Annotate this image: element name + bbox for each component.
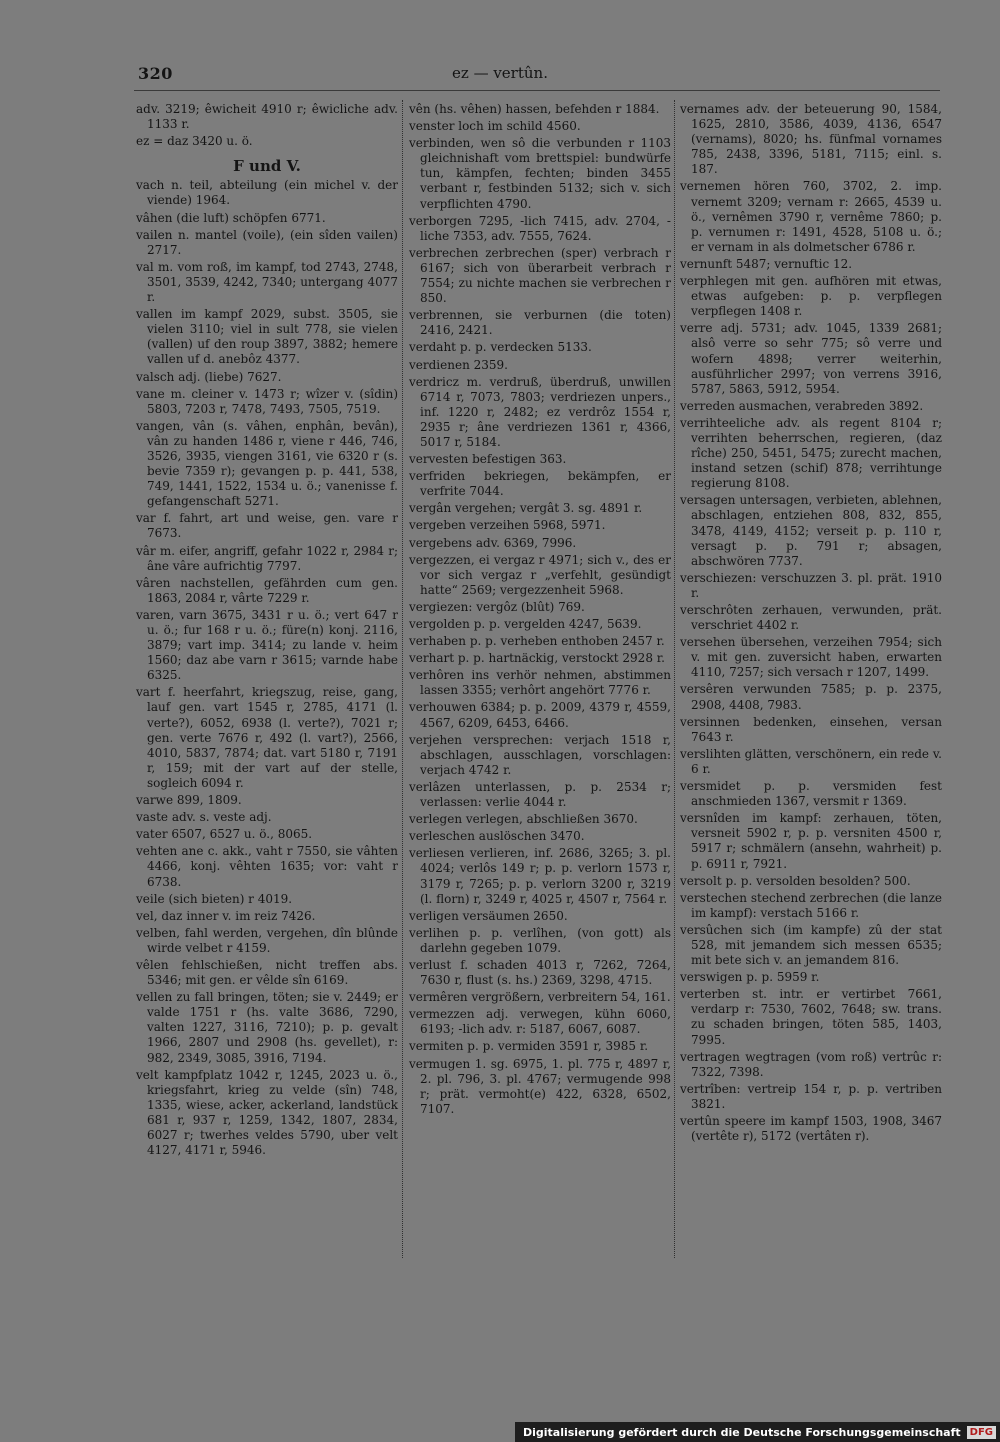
dictionary-entry: verleschen auslöschen 3470. [409,829,585,844]
dictionary-entry: vervesten befestigen 363. [409,452,567,467]
dictionary-entry: vâhen (die luft) schöpfen 6771. [136,210,326,225]
running-head: ez — vertûn. [452,64,548,82]
dictionary-entry: vaste adv. s. veste adj. [136,810,272,825]
section-heading: F und V. [233,157,301,176]
dictionary-entry: veile (sich bieten) r 4019. [136,891,293,906]
dictionary-entry: verbrennen, sie verburnen (die toten) 2416, 2421. [409,308,671,338]
dictionary-entry: varwe 899, 1809. [136,793,242,808]
dictionary-entry: vach n. teil, abteilung (ein michel v. der viende) 1964. [136,178,398,208]
dictionary-entry: vertragen wegtragen (vom roß) vertrûc r: 7322, 7398. [680,1049,942,1079]
dfg-logo: DFG [967,1426,996,1439]
dictionary-entry: verbinden, wen sô die verbunden r 1103 gleichnishaft vom brettspiel: bundwürfe tun, kämpfen, fechten; binden 3455 verbant r, festbinden 5132; sich v. sich verpflichten 4790. [409,136,671,211]
dictionary-entry: vater 6507, 6527 u. ö., 8065. [136,827,313,842]
page-number: 320 [138,64,173,83]
dictionary-entry: vâr m. eifer, angriff, gefahr 1022 r, 2984 r; âne vâre aufrichtig 7797. [136,543,398,573]
dictionary-entry: velt kampfplatz 1042 r, 1245, 2023 u. ö., kriegsfahrt, krieg zu velde (sîn) 748, 1335, wiese, acker, ackerland, landstück 681 r, 937 r, 1259, 1342, 1807, 2834, 6027 r; twerhes veldes 5790, uber velt 4127, 4171 r, 5946. [136,1067,398,1158]
dictionary-entry: verre adj. 5731; adv. 1045, 1339 2681; alsô verre so sehr 775; sô verre und wofern 4898; verrer weiterhin, ausführlicher 2997; von verrens 3916, 5787, 5863, 5912, 5954. [680,321,942,396]
dictionary-entry: vernames adv. der beteuerung 90, 1584, 1625, 2810, 3586, 4039, 4136, 6547 (vernams), 8020; hs. fünfmal vornames 785, 2438, 3396, 5181, 7115; einl. s. 187. [680,102,942,177]
header-rule [134,90,940,91]
dictionary-entry: vehten ane c. akk., vaht r 7550, sie vâhten 4466, konj. vêhten 1635; vor: vaht r 6738. [136,844,398,889]
dictionary-entry: vane m. cleiner v. 1473 r; wîzer v. (sîdin) 5803, 7203 r, 7478, 7493, 7505, 7519. [136,386,398,416]
dictionary-entry: verhart p. p. hartnäckig, verstockt 2928 r. [409,651,665,666]
dictionary-entry: verlihen p. p. verlîhen, (von gott) als darlehn gegeben 1079. [409,925,671,955]
dictionary-entry: vermugen 1. sg. 6975, 1. pl. 775 r, 4897 r, 2. pl. 796, 3. pl. 4767; vermugende 998 r; prät. vermoht(e) 422, 6328, 6502, 7107. [409,1056,671,1116]
dictionary-entry: versinnen bedenken, einsehen, versan 7643 r. [680,714,942,744]
dictionary-entry: verbrechen zerbrechen (sper) verbrach r 6167; sich von überarbeit verbrach r 7554; zu nichte machen sie verbrechen r 850. [409,245,671,306]
dictionary-entry: vâren nachstellen, gefährden cum gen. 1863, 2084 r, vârte 7229 r. [136,575,398,605]
dictionary-entry: vergebens adv. 6369, 7996. [409,535,577,550]
dictionary-entry: valsch adj. (liebe) 7627. [136,369,282,384]
dictionary-entry: verschrôten zerhauen, verwunden, prät. verschriet 4402 r. [680,603,942,633]
dictionary-entry: var f. fahrt, art und weise, gen. vare r 7673. [136,511,398,541]
dictionary-entry: verswigen p. p. 5959 r. [680,970,820,985]
dictionary-entry: verfriden bekriegen, bekämpfen, er verfrite 7044. [409,469,671,499]
dictionary-entry: verhaben p. p. verheben enthoben 2457 r. [409,634,665,649]
dictionary-entry: versagen untersagen, verbieten, ablehnen, abschlagen, entziehen 808, 832, 855, 3478, 4149, 4152; verseit p. p. 110 r, versagt p. p. 791 r; absagen, abschwören 7737. [680,493,942,568]
dictionary-entry: verlust f. schaden 4013 r, 7262, 7264, 7630 r, flust (s. hs.) 2369, 3298, 4715. [409,957,671,988]
dictionary-entry: versolt p. p. versolden besolden? 500. [680,873,911,888]
dictionary-entry: vertûn speere im kampf 1503, 1908, 3467 (vertête r), 5172 (vertâten r). [680,1114,942,1144]
dictionary-entry: verdaht p. p. verdecken 5133. [409,340,592,355]
dictionary-entry: vên (hs. vêhen) hassen, befehden r 1884. [409,102,660,116]
dictionary-entry: vermezzen adj. verwegen, kühn 6060, 6193; -lich adv. r: 5187, 6067, 6087. [409,1007,671,1037]
dictionary-entry: versehen übersehen, verzeihen 7954; sich v. mit gen. zuversicht haben, erwarten 4110, 7257; sich versach r 1207, 1499. [680,635,942,680]
dictionary-entry: vergân vergehen; vergât 3. sg. 4891 r. [409,501,643,516]
dictionary-entry: verslihten glätten, verschönern, ein rede v. 6 r. [680,746,942,776]
dictionary-entry: vertrîben: vertreip 154 r, p. p. vertriben 3821. [680,1081,942,1111]
dictionary-entry: vergezzen, ei vergaz r 4971; sich v., des er vor sich vergaz r „verfehlt, gesündigt hatte“ 2569; vergezzenheit 5968. [409,552,671,597]
footer-bar [515,1422,1000,1442]
dictionary-entry: vart f. heerfahrt, kriegszug, reise, gang, lauf gen. vart 1545 r, 2785, 4171 (l. verte?), 6052, 6938 (l. verte?), 7021 r; gen. verte 7676 r, 492 (l. vart?), 2566, 4010, 5837, 7874; dat. vart 5180 r, 7191 r, 159; mit der vart auf der stelle, sogleich 6094 r. [136,685,398,790]
dictionary-entry: verliesen verlieren, inf. 2686, 3265; 3. pl. 4024; verlôs 149 r; p. p. verlorn 1573 r, 3179 r, 7265; p. p. verlorn 3200 r, 3219 (l. florn) r, 3249 r, 4025 r, 4507 r, 7564 r. [409,846,671,906]
footer-text: Digitalisierung gefördert durch die Deutsche Forschungsgemeinschaft [522,1425,961,1439]
dictionary-entry: verrihteeliche adv. als regent 8104 r; verrihten beherrschen, regieren, (daz rîche) 250, 5451, 5475; zurecht machen, instand setzen (schif) 878; verrihtunge regierung 8108. [680,415,942,491]
column-rule-1 [402,100,403,1258]
dictionary-entry: verdricz m. verdruß, überdruß, unwillen 6714 r, 7073, 7803; verdriezen unpers., inf. 1220 r, 2482; ez verdrôz 1554 r, 2935 r; âne verdriezen 1361 r, 4366, 5017 r, 5184. [409,374,671,449]
dictionary-entry: vellen zu fall bringen, töten; sie v. 2449; er valde 1751 r (hs. valte 3686, 7290, valten 1227, 3116, 7210); p. p. gevalt 1966, 2807 und 2908 (hs. gevellet), r: 982, 2349, 3085, 3916, 7194. [136,990,398,1065]
dictionary-entry: verphlegen mit gen. aufhören mit etwas, etwas aufgeben: p. p. verpflegen verpflegen 1408 r. [680,274,942,319]
dictionary-entry: vailen n. mantel (voile), (ein sîden vailen) 2717. [136,227,398,257]
dictionary-entry: vergolden p. p. vergelden 4247, 5639. [409,617,642,631]
dictionary-entry: vel, daz inner v. im reiz 7426. [136,908,316,923]
dictionary-entry: verreden ausmachen, verabreden 3892. [680,398,924,413]
dictionary-entry: verstechen stechend zerbrechen (die lanze im kampf): verstach 5166 r. [680,890,942,920]
dictionary-entry: verdienen 2359. [409,357,508,372]
dictionary-entry: versûchen sich (im kampfe) zû der stat 528, mit jemandem sich messen 6535; mit bete sich v. an jemandem 816. [680,922,942,968]
dictionary-entry: vermêren vergrößern, verbreitern 54, 161. [409,990,671,1005]
column-1 [136,102,398,1160]
column-2 [409,102,671,1119]
dictionary-entry: venster loch im schild 4560. [409,119,581,134]
column-rule-2 [674,100,675,1258]
dictionary-entry: vermiten p. p. vermiden 3591 r, 3985 r. [409,1039,649,1054]
dictionary-entry: vangen, vân (s. vâhen, enphân, bevân), vân zu handen 1486 r, viene r 446, 746, 3526, 3935, viengen 3161, vie 6320 r (s. bevie 7359 r); gevangen p. p. 441, 538, 749, 1441, 1522, 1534 u. ö.; vanenisse f. gefangenschaft 5271. [136,418,398,509]
dictionary-entry: verlâzen unterlassen, p. p. 2534 r; verlassen: verlie 4044 r. [409,779,671,810]
dictionary-entry: verlegen verlegen, abschließen 3670. [409,812,638,827]
dictionary-entry: verhôren ins verhör nehmen, abstimmen lassen 3355; verhôrt angehört 7776 r. [409,668,671,698]
dictionary-entry: vergiezen: vergôz (blût) 769. [409,599,585,614]
dictionary-entry: versmidet p. p. versmiden fest anschmieden 1367, versmit r 1369. [680,779,942,809]
dictionary-entry: versnîden im kampf: zerhauen, töten, versneit 5902 r, p. p. versniten 4500 r, 5917 r; schmälern (ansehn, wahrheit) p. p. 6911 r, 7921. [680,811,942,871]
dictionary-entry: vernemen hören 760, 3702, 2. imp. vernemt 3209; vernam r: 2665, 4539 u. ö., vernêmen 3790 r, vernême 7860; p. p. vernumen r: 1491, 4528, 5108 u. ö.; er vernam in als dolmetscher 6786 r. [680,179,942,254]
dictionary-entry: ez = daz 3420 u. ö. [136,134,253,149]
dictionary-entry: verborgen 7295, -lich 7415, adv. 2704, -liche 7353, adv. 7555, 7624. [409,213,671,243]
dictionary-entry: adv. 3219; êwicheit 4910 r; êwicliche adv. 1133 r. [136,102,398,132]
dictionary-entry: verhouwen 6384; p. p. 2009, 4379 r, 4559, 4567, 6209, 6453, 6466. [409,700,671,730]
dictionary-entry: vergeben verzeihen 5968, 5971. [409,518,606,533]
dictionary-entry: vernunft 5487; vernuftic 12. [680,256,853,271]
column-3 [680,102,942,1146]
dictionary-entry: vallen im kampf 2029, subst. 3505, sie vielen 3110; viel in sult 778, sie vielen (vallen) uf den roup 3897, 3882; hemere vallen uf d. anebôz 4377. [136,307,398,367]
dictionary-entry: verschiezen: verschuzzen 3. pl. prät. 1910 r. [680,570,942,600]
dictionary-entry: versêren verwunden 7585; p. p. 2375, 2908, 4408, 7983. [680,682,942,712]
dictionary-entry: verligen versäumen 2650. [409,908,568,923]
dictionary-entry: val m. vom roß, im kampf, tod 2743, 2748, 3501, 3539, 4242, 7340; untergang 4077 r. [136,259,398,305]
dictionary-entry: verjehen versprechen: verjach 1518 r, abschlagen, ausschlagen, vorschlagen: verjach 4742 r. [409,732,671,777]
dictionary-entry: varen, varn 3675, 3431 r u. ö.; vert 647 r u. ö.; fur 168 r u. ö.; füre(n) konj. 2116, 3879; vart imp. 3414; zu lande v. heim 1560; daz abe varn r 3615; varnde habe 6325. [136,607,398,683]
dictionary-entry: vêlen fehlschießen, nicht treffen abs. 5346; mit gen. er vêlde sîn 6169. [136,957,398,988]
dictionary-entry: verterben st. intr. er vertirbet 7661, verdarp r: 7530, 7602, 7648; sw. trans. zu schaden bringen, töten 585, 1403, 7995. [680,987,942,1047]
dictionary-entry: velben, fahl werden, vergehen, dîn blûnde wirde velbet r 4159. [136,925,398,955]
